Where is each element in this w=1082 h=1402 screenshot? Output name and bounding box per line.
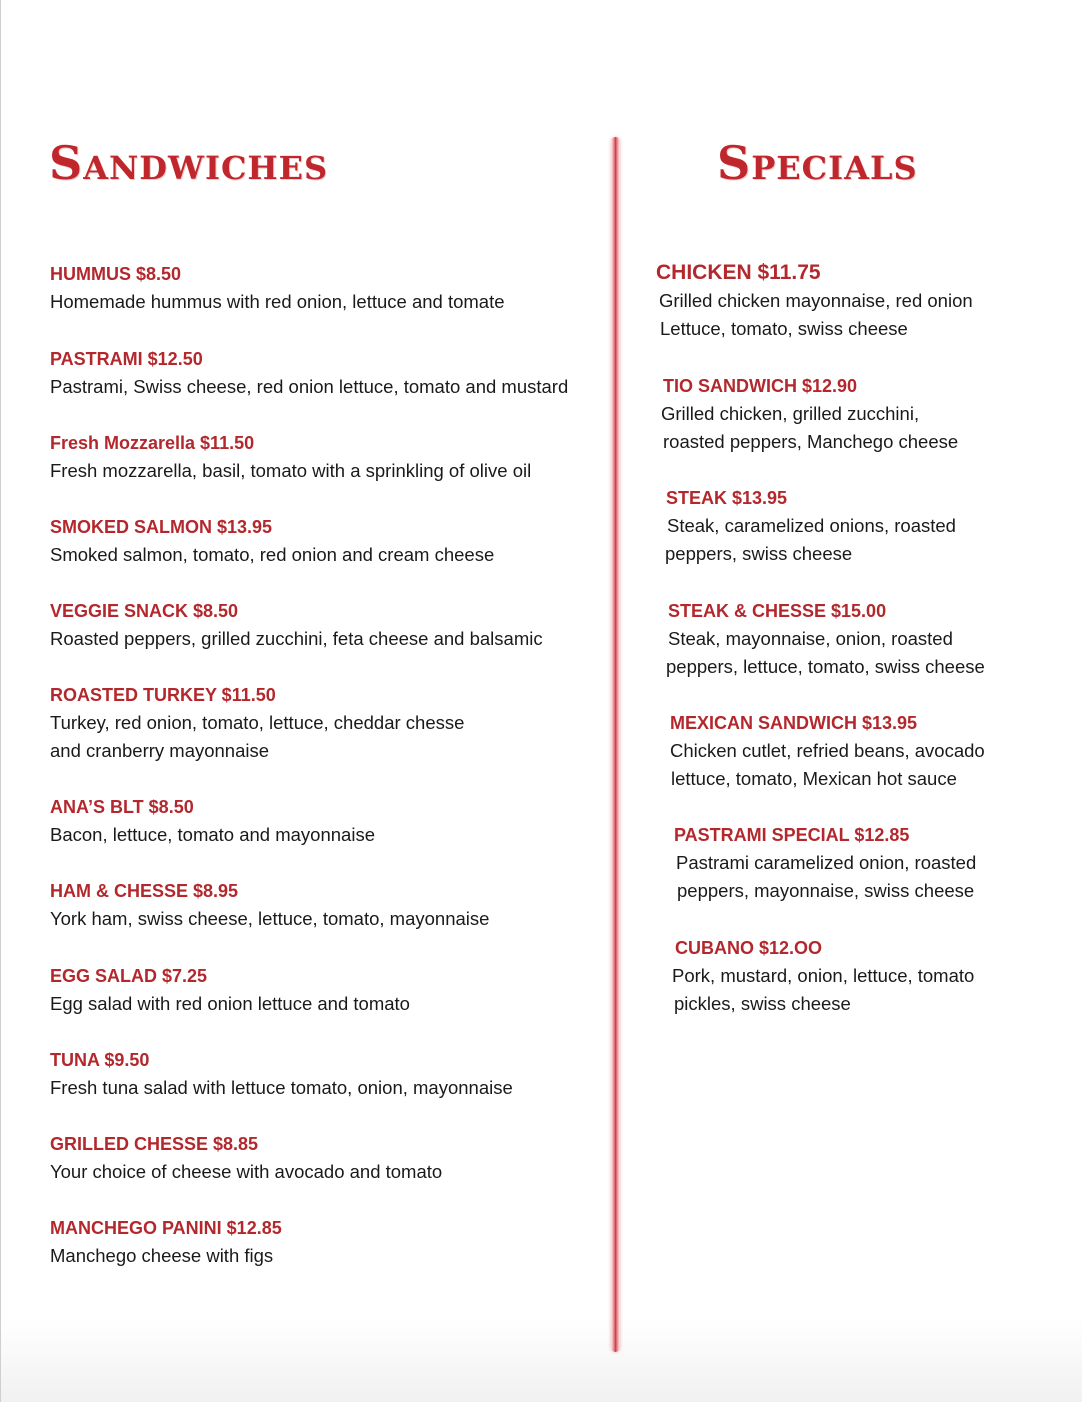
- special-item-chicken: [656, 259, 973, 343]
- special-item-tio-sandwich: [663, 372, 958, 456]
- item-description: Lettuce, tomato, swiss cheese: [660, 318, 908, 339]
- column-divider: [611, 137, 620, 1352]
- item-description: Pork, mustard, onion, lettuce, tomato: [672, 965, 975, 986]
- item-title: MEXICAN SANDWICH $13.95: [670, 713, 918, 733]
- specials-heading: Specials: [717, 136, 918, 190]
- item-title: PASTRAMI SPECIAL $12.85: [674, 825, 910, 845]
- item-description: peppers, swiss cheese: [665, 543, 853, 564]
- item-title: TUNA $9.50: [50, 1050, 150, 1070]
- item-title: SMOKED SALMON $13.95: [50, 517, 273, 537]
- item-description: Your choice of cheese with avocado and tomato: [50, 1161, 443, 1182]
- item-title: GRILLED CHESSE $8.85: [50, 1134, 259, 1154]
- item-title: HUMMUS $8.50: [50, 264, 182, 284]
- item-description: pickles, swiss cheese: [674, 993, 851, 1014]
- item-title: MANCHEGO PANINI $12.85: [50, 1218, 282, 1238]
- item-title: PASTRAMI $12.50: [50, 349, 203, 369]
- sandwiches-heading: Sandwiches: [49, 136, 329, 190]
- menu-item-tuna: [50, 1046, 513, 1102]
- menu-item-fresh-mozzarella: [50, 429, 531, 485]
- item-description: lettuce, tomato, Mexican hot sauce: [671, 768, 957, 789]
- item-description: peppers, lettuce, tomato, swiss cheese: [666, 656, 985, 677]
- item-description: Chicken cutlet, refried beans, avocado: [670, 740, 985, 761]
- item-title: HAM & CHESSE $8.95: [50, 881, 239, 901]
- item-description: Roasted peppers, grilled zucchini, feta cheese and balsamic: [50, 628, 543, 649]
- item-title: CHICKEN $11.75: [656, 261, 821, 284]
- menu-item-grilled-chesse: [50, 1130, 442, 1186]
- menu-item-manchego-panini: [50, 1214, 282, 1270]
- item-title: ROASTED TURKEY $11.50: [50, 685, 276, 705]
- item-description: Grilled chicken, grilled zucchini,: [661, 403, 920, 424]
- item-title: VEGGIE SNACK $8.50: [50, 601, 239, 621]
- item-description: Grilled chicken mayonnaise, red onion: [659, 290, 973, 311]
- item-description: Homemade hummus with red onion, lettuce and tomate: [50, 291, 505, 312]
- menu-item-hummus: [50, 260, 505, 316]
- item-title: STEAK & CHESSE $15.00: [668, 601, 887, 621]
- menu-item-veggie-snack: [50, 597, 543, 653]
- item-description: and cranberry mayonnaise: [50, 740, 270, 761]
- item-description: Fresh tuna salad with lettuce tomato, onion, mayonnaise: [50, 1077, 513, 1098]
- item-description: Pastrami, Swiss cheese, red onion lettuce, tomato and mustard: [50, 376, 569, 397]
- menu-item-ham-chesse: [50, 877, 489, 933]
- menu-item-smoked-salmon: [50, 513, 494, 569]
- item-description: York ham, swiss cheese, lettuce, tomato, mayonnaise: [50, 908, 490, 929]
- special-item-steak-chesse: [668, 597, 985, 681]
- item-description: Bacon, lettuce, tomato and mayonnaise: [50, 824, 375, 845]
- item-title: TIO SANDWICH $12.90: [663, 376, 858, 396]
- item-description: Smoked salmon, tomato, red onion and cream cheese: [50, 544, 495, 565]
- item-description: Pastrami caramelized onion, roasted: [676, 852, 977, 873]
- item-description: peppers, mayonnaise, swiss cheese: [677, 880, 975, 901]
- special-item-cubano: [672, 934, 975, 1018]
- item-title: Fresh Mozzarella $11.50: [50, 433, 255, 453]
- item-description: Turkey, red onion, tomato, lettuce, cheddar chesse: [50, 712, 465, 733]
- menu-item-anas-blt: [50, 793, 375, 849]
- menu-item-egg-salad: [50, 962, 410, 1018]
- item-title: EGG SALAD $7.25: [50, 966, 208, 986]
- item-description: Egg salad with red onion lettuce and tomato: [50, 993, 410, 1014]
- menu-item-pastrami: [50, 345, 568, 401]
- menu-item-roasted-turkey: [50, 681, 464, 765]
- item-description: Steak, mayonnaise, onion, roasted: [668, 628, 953, 649]
- item-description: Fresh mozzarella, basil, tomato with a sprinkling of olive oil: [50, 460, 532, 481]
- item-title: CUBANO $12.OO: [675, 938, 823, 958]
- item-title: STEAK $13.95: [666, 488, 788, 508]
- special-item-steak: [666, 484, 956, 568]
- special-item-pastrami-special: [674, 821, 976, 905]
- item-title: ANA’S BLT $8.50: [50, 797, 194, 817]
- item-description: Manchego cheese with figs: [50, 1245, 274, 1266]
- item-description: roasted peppers, Manchego cheese: [663, 431, 959, 452]
- item-description: Steak, caramelized onions, roasted: [667, 515, 956, 536]
- special-item-mexican-sandwich: [670, 709, 985, 793]
